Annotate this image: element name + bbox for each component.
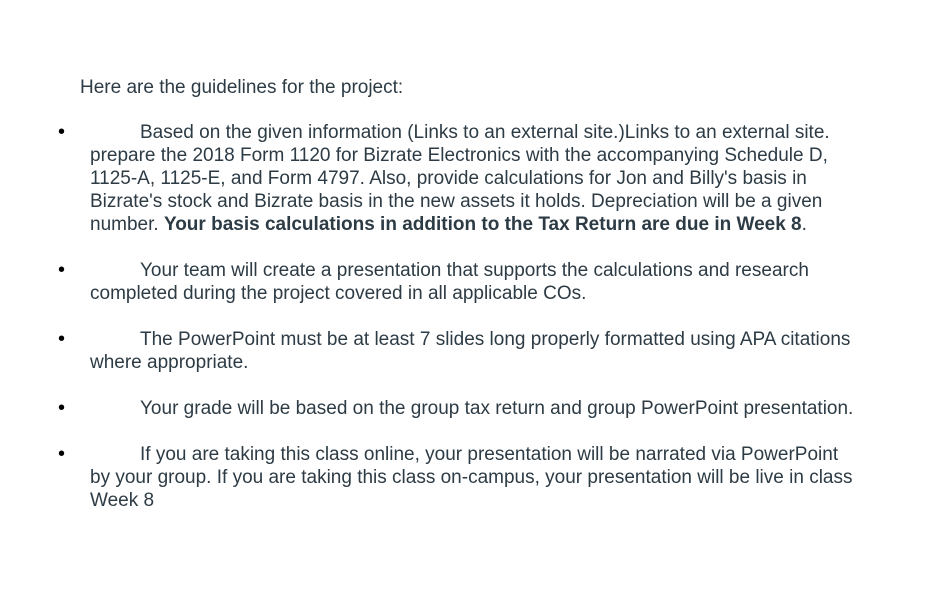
guideline-item-3 [0, 328, 870, 374]
guideline-text: Your grade will be based on the group tax return and group PowerPoint presentation. [140, 398, 854, 419]
bullet-icon: • [58, 328, 66, 350]
bullet-icon: • [58, 121, 66, 143]
guideline-item-2 [0, 259, 870, 305]
bullet-icon: • [58, 259, 66, 281]
guideline-item-1 [0, 121, 870, 236]
guidelines-list [0, 121, 870, 535]
bullet-icon: • [58, 397, 66, 419]
guideline-text [90, 121, 860, 236]
guideline-item-4 [0, 397, 870, 420]
due-date-emphasis: Your basis calculations in addition to the Tax Return are due in Week 8 [163, 214, 802, 235]
bullet-icon: • [58, 443, 66, 465]
guideline-text: If you are taking this class online, your presentation will be narrated via PowerPoint by your group. If you are taking this class on-campus, your presentation will be live in class Week 8 [90, 444, 853, 511]
intro-text: Here are the guidelines for the project: [80, 77, 404, 98]
guideline-text: The PowerPoint must be at least 7 slides long properly formatted using APA citations where appropriate. [90, 329, 851, 373]
guideline-text: Your team will create a presentation that supports the calculations and research completed during the project covered in all applicable COs. [90, 260, 809, 304]
guideline-body: Based on the given information (Links to an external site.)Links to an external site. prepare the 2018 Form 1120 for Bizrate Electronics with the accompanying Schedule D, 1125-A, 1125-E, and Form 4797. Also, provide calculations for Jon and Billy's basis in Bizrate's stock and Bizrate basis in the new assets it holds. Depreciation will be a given number. [90, 122, 830, 235]
guideline-item-5 [0, 443, 870, 512]
guideline-period: . [801, 214, 807, 235]
